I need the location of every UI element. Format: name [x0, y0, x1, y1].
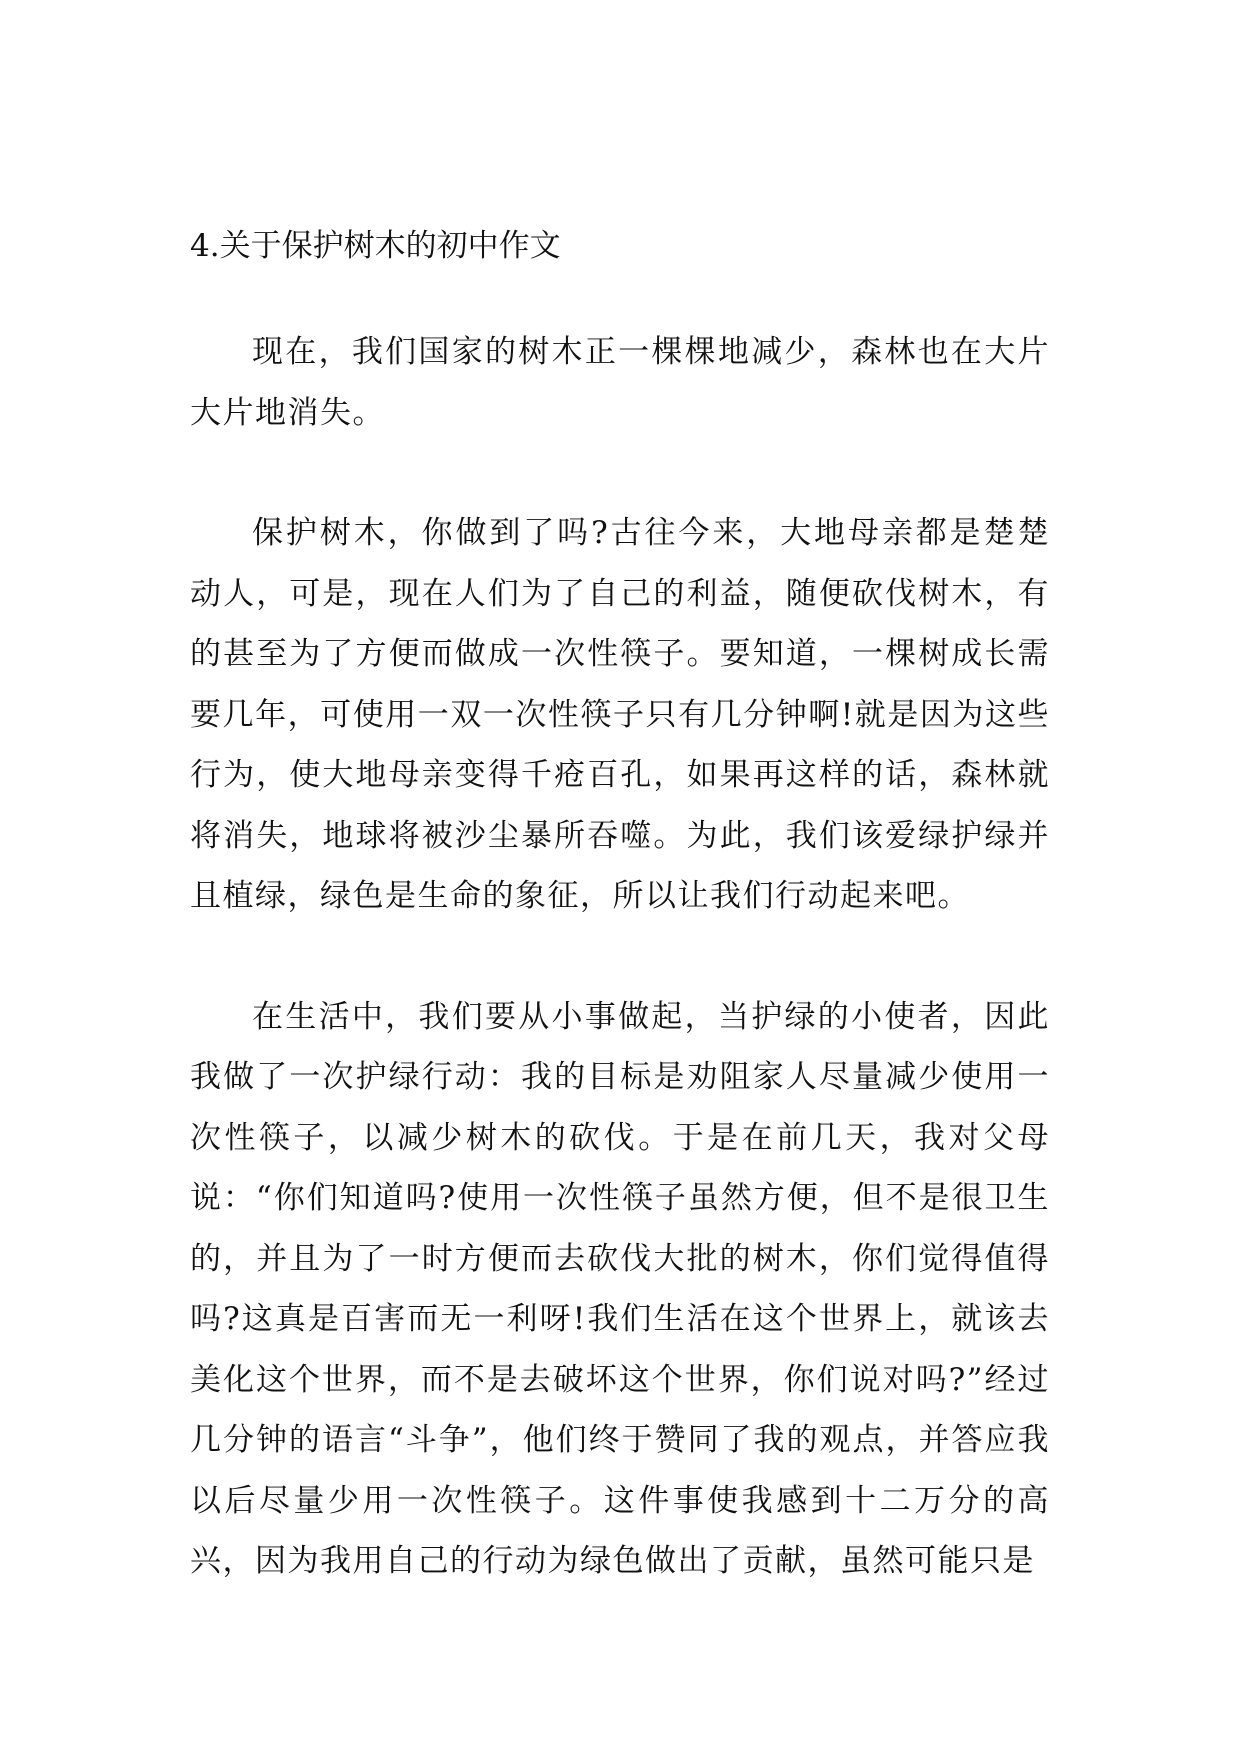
paragraph-3: 在生活中，我们要从小事做起，当护绿的小使者，因此我做了一次护绿行动：我的目标是劝阻家人尽量减少使用一次性筷子，以减少树木的砍伐。于是在前几天，我对父母说：“你们知道吗?使用一次性筷子虽然方便，但不是很卫生的，并且为了一时方便而去砍伐大批的树木，你们觉得值得吗?这真是百害而无一利呀!我们生活在这个世界上，就该去美化这个世界，而不是去破坏这个世界，你们说对吗?”经过几分钟的语言“斗争”，他们终于赞同了我的观点，并答应我以后尽量少用一次性筷子。这件事使我感到十二万分的高兴，因为我用自己的行动为绿色做出了贡献，虽然可能只是	[190, 998, 1050, 1579]
essay-heading: 4.关于保护树木的初中作文	[190, 228, 561, 264]
paragraph-2: 保护树木，你做到了吗?古往今来，大地母亲都是楚楚动人，可是，现在人们为了自己的利益，随便砍伐树木，有的甚至为了方便而做成一次性筷子。要知道，一棵树成长需要几年，可使用一双一次性筷子只有几分钟啊!就是因为这些行为，使大地母亲变得千疮百孔，如果再这样的话，森林就将消失，地球将被沙尘暴所吞噬。为此，我们该爱绿护绿并且植绿，绿色是生命的象征，所以让我们行动起来吧。	[190, 515, 1050, 914]
paragraph-1: 现在，我们国家的树木正一棵棵地减少，森林也在大片大片地消失。	[190, 334, 1050, 431]
document-page	[190, 220, 1050, 1592]
